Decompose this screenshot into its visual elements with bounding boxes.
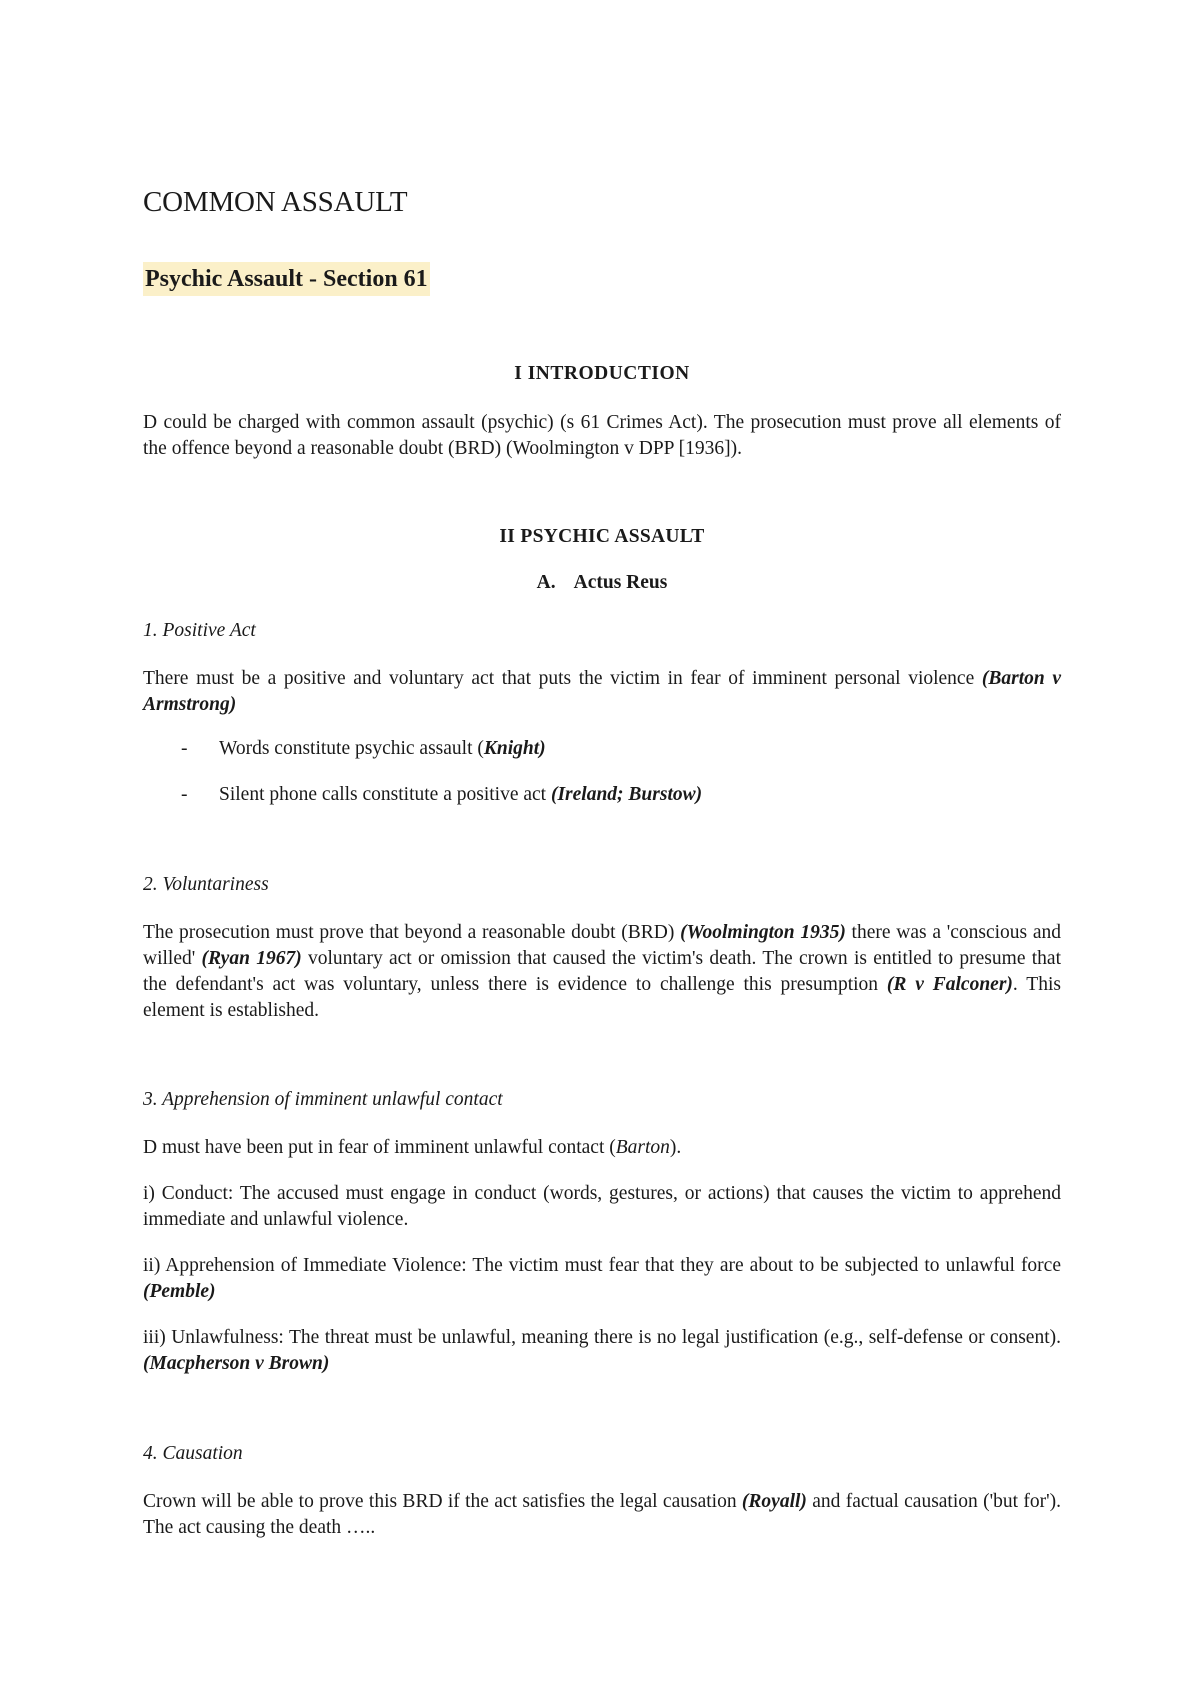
unlawfulness-paragraph: [143, 1325, 1061, 1377]
positive-act-paragraph: [143, 666, 1061, 718]
heading-voluntariness: 2. Voluntariness: [143, 874, 269, 895]
voluntariness-paragraph: [143, 920, 1061, 1024]
case-citation: Barton: [615, 1137, 670, 1158]
subsection-heading-actus-reus: [143, 572, 1061, 594]
immediate-violence-paragraph: [143, 1253, 1061, 1305]
bullet-text: Words constitute psychic assault (: [219, 738, 484, 759]
heading-causation: 4. Causation: [143, 1443, 243, 1464]
case-citation: (Woolmington 1935): [680, 922, 846, 943]
case-citation: Knight): [483, 738, 546, 759]
paragraph-text: there was a 'conscious and willed': [143, 922, 1062, 969]
paragraph-text: and factual causation ('but for'). The act causing the death …..: [143, 1491, 1061, 1538]
case-citation: (Ryan 1967): [201, 948, 302, 969]
intro-paragraph-text: D could be charged with common assault (psychic) (s 61 Crimes Act). The prosecution must prove all elements of the offence beyond a reasonable doubt (BRD) (Woolmington v DPP [1936]).: [143, 412, 1061, 459]
paragraph-text: ii) Apprehension of Immediate Violence: The victim must fear that they are about to be subjected to unlawful force: [143, 1255, 1061, 1276]
case-citation: (Royall): [741, 1491, 807, 1512]
bullet-item: [181, 738, 546, 760]
paragraph-text: ).: [669, 1137, 682, 1158]
section-heading-introduction: I INTRODUCTION: [514, 363, 690, 384]
document-subtitle: Psychic Assault - Section 61: [143, 262, 430, 296]
paragraph-text: D must have been put in fear of imminent unlawful contact (: [143, 1137, 616, 1158]
case-citation: (R v Falconer): [886, 974, 1013, 995]
document-title: COMMON ASSAULT: [143, 186, 408, 218]
section-heading-psychic-assault: II PSYCHIC ASSAULT: [499, 526, 705, 547]
conduct-paragraph: [143, 1181, 1061, 1233]
case-citation: (Barton v Armstrong): [143, 668, 1061, 715]
causation-paragraph: [143, 1489, 1061, 1541]
case-citation: (Ireland; Burstow): [550, 784, 703, 805]
bullet-text: Silent phone calls constitute a positive act: [219, 784, 551, 805]
actus-reus-label: Actus Reus: [573, 572, 668, 593]
apprehension-paragraph: [143, 1135, 1061, 1161]
bullet-dash: -: [181, 784, 188, 805]
case-citation: (Pemble): [143, 1281, 216, 1302]
paragraph-text: voluntary act or omission that caused the victim's death. The crown is entitled to presume that the defendant's act was voluntary, unless there is evidence to challenge this presumption: [143, 948, 1061, 995]
paragraph-text: Crown will be able to prove this BRD if the act satisfies the legal causation: [143, 1491, 742, 1512]
heading-apprehension: 3. Apprehension of imminent unlawful contact: [143, 1089, 503, 1110]
actus-reus-letter: A.: [536, 572, 556, 593]
paragraph-text: i) Conduct: The accused must engage in conduct (words, gestures, or actions) that causes the victim to apprehend immediate and unlawful violence.: [143, 1183, 1061, 1230]
intro-paragraph: [143, 410, 1061, 462]
paragraph-text: . This element is established.: [143, 974, 1061, 1021]
paragraph-text: iii) Unlawfulness: The threat must be unlawful, meaning there is no legal justification (e.g., self-defense or consent).: [143, 1327, 1061, 1348]
heading-positive-act: 1. Positive Act: [143, 620, 256, 641]
case-citation: (Macpherson v Brown): [143, 1353, 330, 1374]
paragraph-text: The prosecution must prove that beyond a reasonable doubt (BRD): [143, 922, 681, 943]
bullet-item: [181, 784, 702, 806]
positive-act-text: There must be a positive and voluntary act that puts the victim in fear of imminent personal violence: [143, 668, 975, 689]
bullet-dash: -: [181, 738, 188, 759]
